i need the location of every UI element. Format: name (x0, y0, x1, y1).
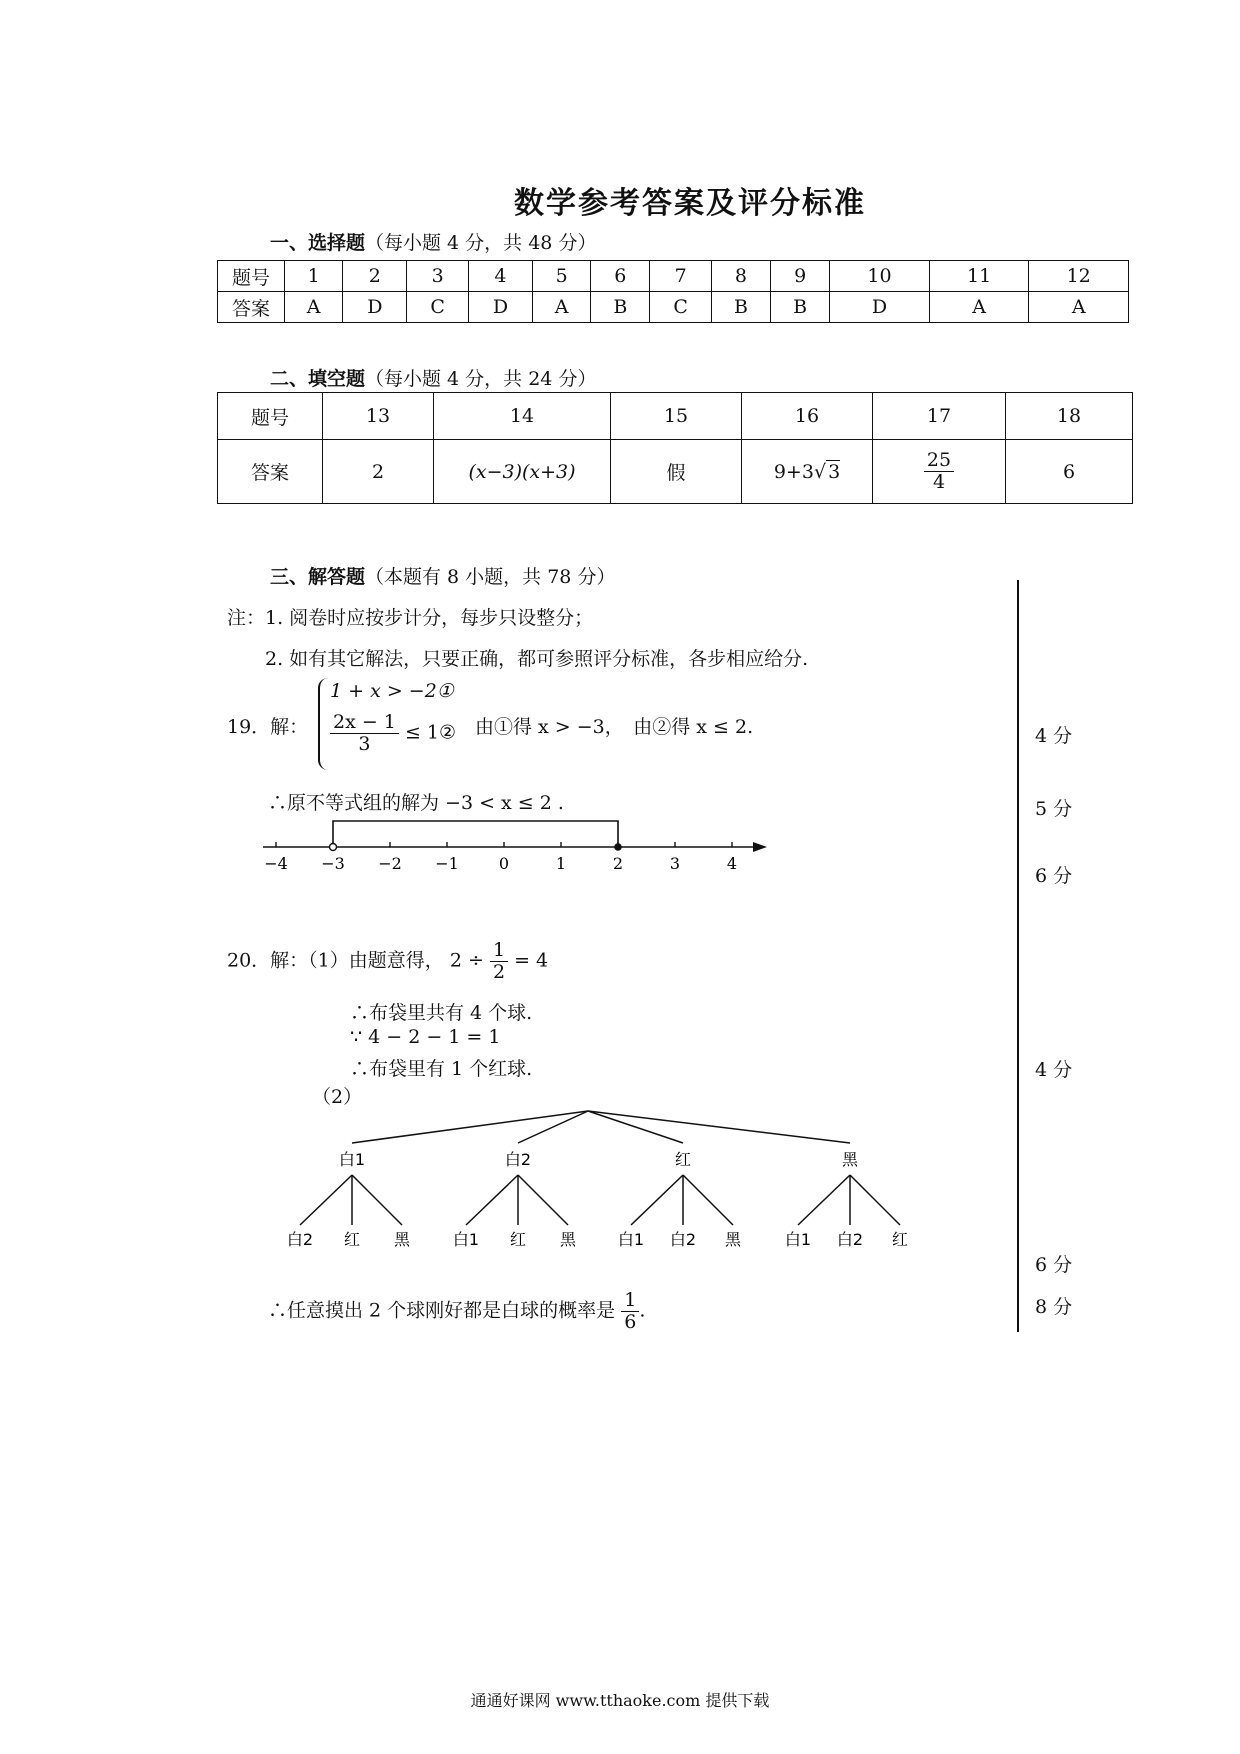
tree-node-first: 红 (674, 1150, 692, 1169)
answer-cell: A (285, 292, 343, 323)
open-endpoint (330, 844, 337, 851)
question-number: 1 (285, 261, 343, 292)
section-2-heading (270, 364, 596, 391)
question-number: 11 (929, 261, 1029, 292)
question-number: 15 (611, 393, 742, 440)
solution-bracket (333, 821, 618, 847)
q20-line-3: ∴布袋里有 1 个红球. (350, 1058, 533, 1080)
tree-node-second: 白2 (836, 1230, 864, 1249)
probability-tree-diagram (270, 1105, 930, 1265)
inequality-text: 1 + x > −2① (330, 680, 454, 702)
axis-tick-labels (264, 854, 737, 873)
q20-part2-label: （2） (312, 1086, 363, 1108)
expr-fraction (490, 940, 508, 983)
section-3-title: 三、解答题 (270, 566, 366, 588)
system-brace (318, 678, 330, 770)
q19-step: 由①得 x > −3， 由②得 x ≤ 2. (475, 716, 754, 738)
answer-cell: 2 (323, 440, 434, 504)
answer-cell: B (711, 292, 770, 323)
question-number: 8 (711, 261, 770, 292)
question-number: 7 (650, 261, 711, 292)
tree-node-second: 白2 (669, 1230, 697, 1249)
tree-branch (631, 1175, 683, 1225)
axis-tick-label: 2 (612, 854, 624, 873)
question-number: 5 (533, 261, 591, 292)
answer-cell: D (830, 292, 930, 323)
fill-blank-answer-table (217, 392, 1133, 504)
axis-tick-label: −4 (264, 854, 288, 873)
answer-cell: B (591, 292, 650, 323)
answer-cell (873, 440, 1006, 504)
q19-inequality-1 (330, 680, 454, 702)
probability-fraction (621, 1290, 639, 1333)
row-label-answer: 答案 (218, 440, 323, 504)
fraction-numerator: 1 (490, 940, 508, 962)
expr-prefix: 2 ÷ (449, 949, 484, 972)
q20-score-1: 4 分 (1035, 1059, 1073, 1081)
fraction-denominator: 2 (492, 960, 506, 983)
tree-node-second: 红 (891, 1230, 909, 1249)
q20-line-1: ∴布袋里共有 4 个球. (350, 1002, 533, 1024)
score-column-divider (1017, 580, 1019, 1332)
row-label-question: 题号 (218, 393, 323, 440)
section-3-heading (270, 562, 615, 589)
inequality-fraction (330, 712, 399, 755)
table-row (218, 393, 1133, 440)
answer-cell: D (468, 292, 532, 323)
question-number: 13 (323, 393, 434, 440)
tree-node-second: 黑 (724, 1230, 742, 1249)
question-number: 2 (343, 261, 407, 292)
radicand: 3 (828, 460, 841, 483)
tree-node-second: 白1 (452, 1230, 480, 1249)
answer-cell (742, 440, 873, 504)
answer-cell: A (533, 292, 591, 323)
table-row (218, 261, 1129, 292)
fraction-denominator: 3 (358, 732, 371, 755)
question-number: 10 (830, 261, 930, 292)
axis-arrow (753, 842, 767, 852)
row-label-question: 题号 (218, 261, 285, 292)
answer-cell: 6 (1006, 440, 1133, 504)
answer-cell: 假 (611, 440, 742, 504)
axis-tick-label: −3 (321, 854, 345, 873)
answer-fraction (924, 450, 954, 493)
question-number: 6 (591, 261, 650, 292)
q19-label: 19．解： (227, 716, 309, 738)
tree-branch (850, 1175, 900, 1225)
answer-cell: B (771, 292, 830, 323)
q20-score-2: 6 分 (1035, 1254, 1073, 1276)
q19-score-3: 6 分 (1035, 865, 1073, 887)
question-number: 12 (1029, 261, 1129, 292)
answer-cell: A (929, 292, 1029, 323)
number-line-diagram (255, 815, 775, 875)
axis-tick-label: 3 (669, 854, 681, 873)
tree-node-first: 白1 (338, 1150, 366, 1169)
question-number: 3 (407, 261, 468, 292)
question-number: 14 (434, 393, 611, 440)
row-label-answer: 答案 (218, 292, 285, 323)
expr-result: = 4 (514, 949, 549, 972)
answer-cell (434, 440, 611, 504)
tree-branch (466, 1175, 518, 1225)
inequality-rest: ≤ 1② (404, 721, 457, 744)
fraction-denominator: 6 (624, 1310, 637, 1333)
table-row (218, 292, 1129, 323)
answer-cell: C (650, 292, 711, 323)
axis-tick-label: −1 (435, 854, 459, 873)
tree-node-second: 红 (509, 1230, 527, 1249)
answer-cell: A (1029, 292, 1129, 323)
answer-prefix: 9+3 (773, 460, 814, 483)
tree-branch (352, 1175, 402, 1225)
axis-tick-label: 1 (555, 854, 567, 873)
answer-cell: D (343, 292, 407, 323)
fraction-numerator: 2x − 1 (330, 712, 399, 734)
section-3-note: （本题有 8 小题，共 78 分） (365, 566, 616, 588)
answer-cell: C (407, 292, 468, 323)
grading-note-1: 注：1. 阅卷时应按步计分，每步只设整分； (227, 607, 594, 629)
sqrt-sign: √ (813, 460, 827, 483)
tree-branch (798, 1175, 850, 1225)
question-number: 16 (742, 393, 873, 440)
tree-node-second: 白2 (286, 1230, 314, 1249)
q19-inequality-2 (330, 712, 456, 755)
tree-node-first: 黑 (841, 1150, 859, 1169)
axis-tick-label: 4 (726, 854, 738, 873)
tree-node-second: 白1 (784, 1230, 812, 1249)
tree-branch (683, 1175, 733, 1225)
question-number: 4 (468, 261, 532, 292)
section-1-heading (270, 228, 596, 255)
fraction-numerator: 1 (621, 1290, 639, 1312)
table-row (218, 440, 1133, 504)
tree-branch (300, 1175, 352, 1225)
tree-node-second: 红 (343, 1230, 361, 1249)
tree-branch (518, 1175, 568, 1225)
section-1-title: 一、选择题 (270, 232, 366, 254)
fraction-numerator: 25 (924, 450, 954, 472)
tree-node-second: 黑 (393, 1230, 411, 1249)
section-2-note: （每小题 4 分，共 24 分） (365, 368, 597, 390)
fraction-denominator: 4 (932, 471, 946, 493)
section-1-note: （每小题 4 分，共 48 分） (365, 232, 597, 254)
grading-note-2: 2. 如有其它解法，只要正确，都可参照评分标准，各步相应给分. (265, 648, 809, 670)
tree-branch (588, 1111, 850, 1143)
question-number: 17 (873, 393, 1006, 440)
q20-label: 20．解：（1）由题意得， (227, 949, 444, 972)
answer-expression: (x−3)(x+3) (468, 460, 576, 483)
conclusion-text: ∴任意摸出 2 个球刚好都是白球的概率是 (268, 1299, 616, 1322)
question-number: 18 (1006, 393, 1133, 440)
q19-score-1: 4 分 (1035, 725, 1073, 747)
closed-endpoint (614, 843, 622, 851)
section-2-title: 二、填空题 (270, 368, 366, 390)
axis-tick-label: −2 (378, 854, 402, 873)
tree-node-second: 黑 (559, 1230, 577, 1249)
tree-branches (287, 1111, 908, 1249)
q20-part1 (227, 940, 548, 983)
q20-conclusion: ∴任意摸出 2 个球刚好都是白球的概率是 $\frac{1}{6}$ . (268, 1289, 646, 1333)
tree-branch (588, 1111, 683, 1143)
question-number: 9 (771, 261, 830, 292)
axis-tick-label: 0 (498, 854, 510, 873)
q20-score-3: 8 分 (1035, 1296, 1073, 1318)
page-footer: 通通好课网 www.tthaoke.com 提供下载 (470, 1691, 770, 1710)
choice-answer-table (217, 260, 1129, 323)
q19-conclusion: ∴原不等式组的解为 −3 < x ≤ 2 . (268, 792, 564, 814)
q20-line-2: ∵ 4 − 2 − 1 = 1 (350, 1026, 501, 1048)
tree-node-first: 白2 (504, 1150, 532, 1169)
page-title: 数学参考答案及评分标准 (514, 186, 866, 221)
tree-node-second: 白1 (617, 1230, 645, 1249)
q19-score-2: 5 分 (1035, 798, 1073, 820)
